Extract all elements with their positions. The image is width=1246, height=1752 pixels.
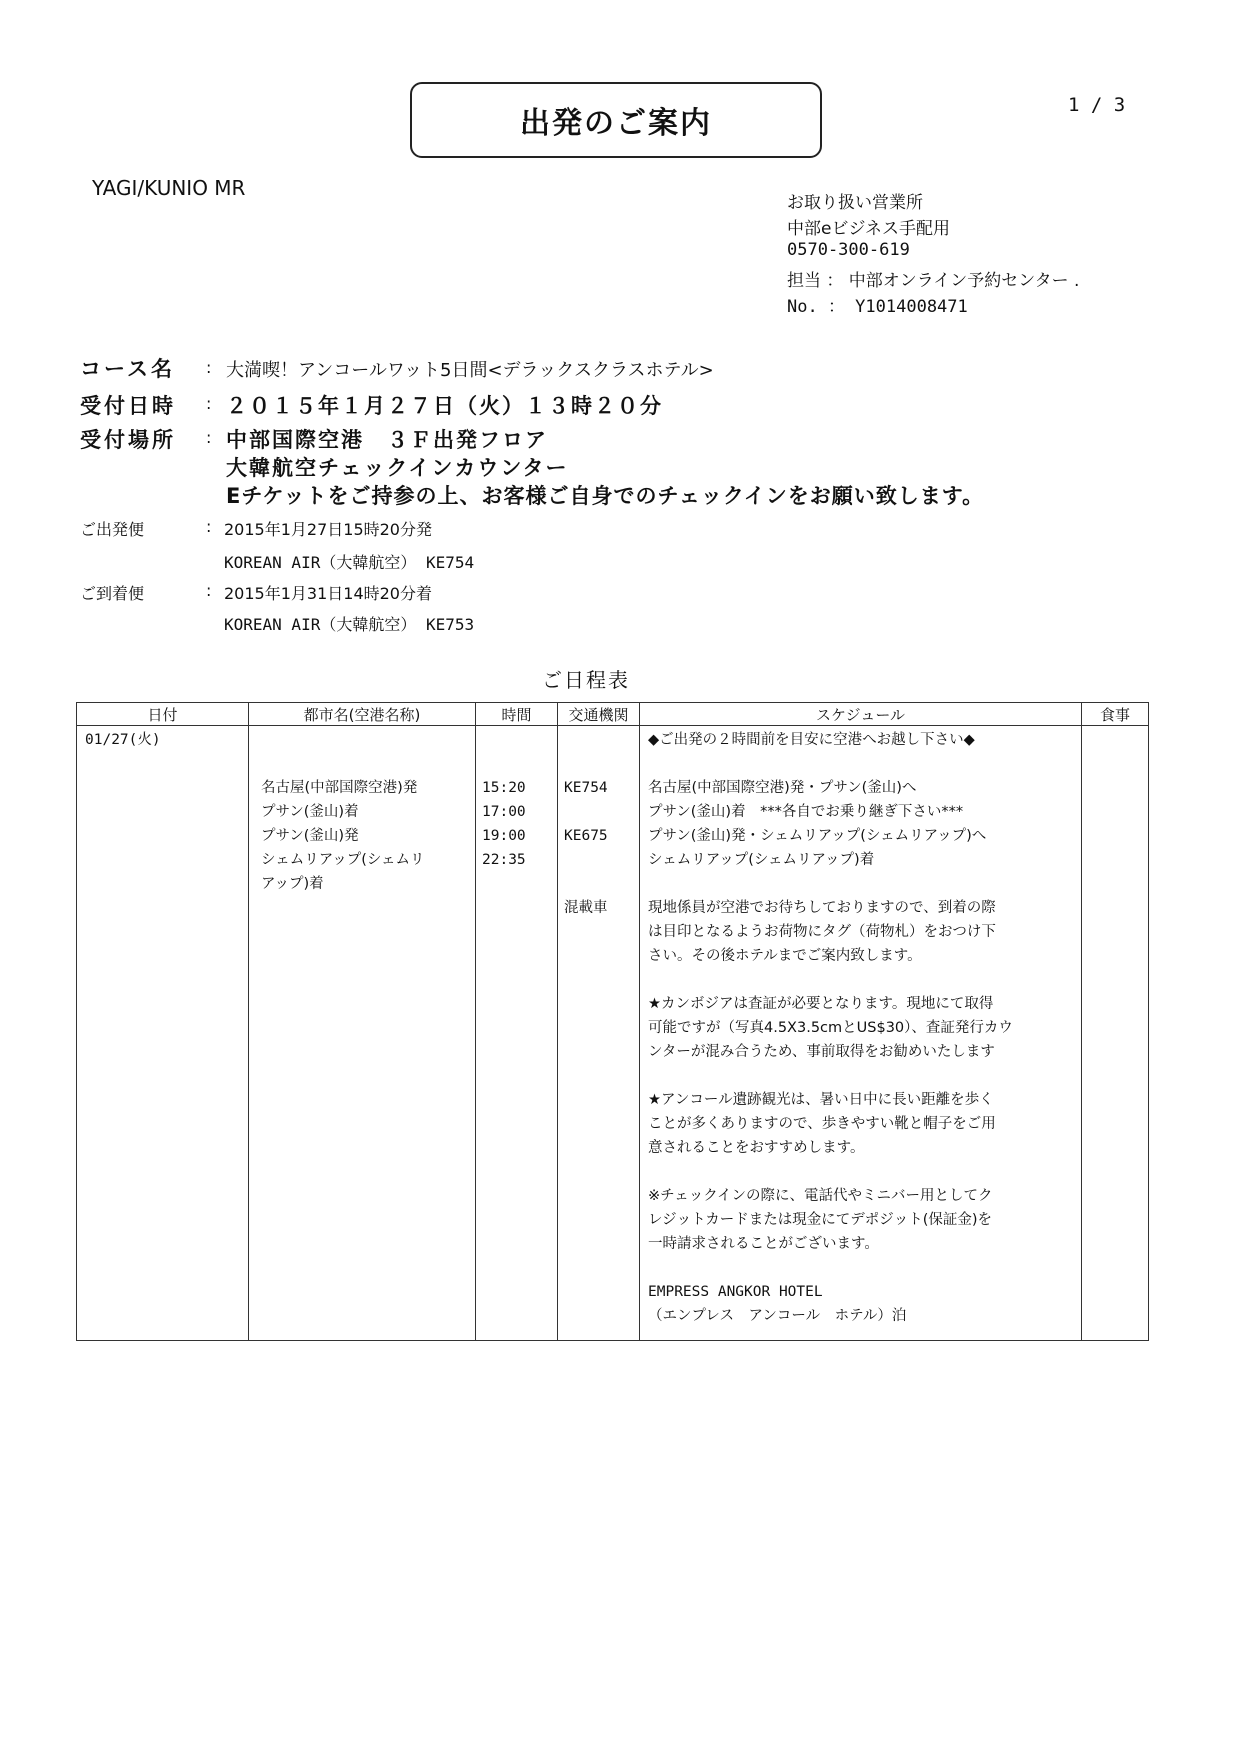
transport-cell [558,726,640,1341]
city-cell [249,726,476,1341]
time-line: 19:00 [482,828,526,844]
city-line [261,752,475,776]
passenger-name: YAGI/KUNIO MR [92,176,246,200]
city-line: シェムリアップ(シェムリ [261,852,425,868]
date-cell [77,726,249,1341]
city-line: プサン(釜山)着 [261,804,359,820]
schedule-line: レジットカードまたは現金にてデポジット(保証金)を [648,1212,993,1228]
departure-date: 2015年1月27日15時20分発 [224,520,432,539]
header-date: 日付 [77,703,249,726]
reception-date-value: ２０１５年１月２７日（火）１３時２０分 [226,394,663,418]
arrival-colon: : [206,581,212,600]
schedule-line: さい。その後ホテルまでご案内致します。 [648,948,922,964]
departure-airline: KOREAN AIR（大韓航空） KE754 [224,553,475,572]
schedule-line: は目印となるようお荷物にタグ（荷物札）をおつけ下 [648,924,996,940]
table-row [77,726,1149,1341]
schedule-line: 名古屋(中部国際空港)発・プサン(釜山)へ [648,780,917,796]
schedule-line: ンターが混み合うため、事前取得をお勧めいたします [648,1044,995,1060]
office-phone: 0570-300-619 [787,240,910,260]
schedule-line: プサン(釜山)着 ***各自でお乗り継ぎ下さい*** [648,804,964,820]
transport-line [564,800,639,824]
schedule-line: （エンプレス アンコール ホテル）泊 [648,1308,907,1324]
schedule-line: ※チェックインの際に、電話代やミニバー用としてク [648,1188,993,1204]
course-label: コース名 [80,357,175,381]
course-value: 大満喫！アンコールワット5日間<デラックスクラスホテル> [226,360,714,381]
office-label: お取り扱い営業所 [787,193,923,213]
reception-date-label: 受付日時 [80,394,176,418]
city-line: 名古屋(中部国際空港)発 [261,780,418,796]
schedule-line: 現地係員が空港でお待ちしておりますので、到着の際 [648,900,996,916]
time-line: 17:00 [482,804,526,820]
reception-date-colon: : [206,394,212,413]
schedule-line: ★カンボジアは査証が必要となります。現地にて取得 [648,996,994,1012]
schedule-line: 一時請求されることがございます。 [648,1236,879,1252]
schedule-line: ★アンコール遺跡観光は、暑い日中に長い距離を歩く [648,1092,994,1108]
course-colon: : [206,358,212,377]
schedule-line [648,872,1081,896]
departure-flight-label: ご出発便 [80,520,145,539]
transport-line [564,752,639,776]
schedule-title: ご日程表 [542,668,630,692]
schedule-line [648,1256,1081,1280]
office-contact: 担当 ： 中部オンライン予約センター . [787,271,1080,291]
departure-colon: : [206,517,212,536]
arrival-airline: KOREAN AIR（大韓航空） KE753 [224,615,475,634]
schedule-line: ことが多くありますので、歩きやすい靴と帽子をご用 [648,1116,996,1132]
office-number: No. ： Y1014008471 [787,297,968,317]
time-line [482,728,557,752]
time-cell [476,726,558,1341]
header-transport: 交通機関 [558,703,640,726]
reception-place-line: 大韓航空チェックインカウンター [226,456,569,480]
schedule-cell [640,726,1082,1341]
reception-place-line: Eチケットをご持参の上、お客様ご自身でのチェックインをお願い致します。 [226,484,985,508]
reception-place-colon: : [206,428,212,447]
schedule-line [648,752,1081,776]
date-value: 01/27(火) [85,732,161,748]
schedule-line [648,968,1081,992]
schedule-line: 可能ですが（写真4.5X3.5cmとUS$30）、査証発行カウ [648,1020,1013,1036]
city-line: プサン(釜山)発 [261,828,359,844]
transport-line [564,848,639,872]
schedule-line: ◆ご出発の２時間前を目安に空港へお越し下さい◆ [648,732,975,748]
schedule-line [648,1064,1081,1088]
schedule-line: プサン(釜山)発・シェムリアップ(シェムリアップ)へ [648,828,987,844]
page-number: 1 / 3 [1068,94,1126,116]
header-time: 時間 [476,703,558,726]
reception-place-line: 中部国際空港 ３Ｆ出発フロア [226,428,548,452]
document-title: 出発のご案内 [410,82,822,158]
schedule-line: EMPRESS ANGKOR HOTEL [648,1284,823,1300]
transport-line: KE675 [564,828,608,844]
time-line: 22:35 [482,852,526,868]
arrival-flight-label: ご到着便 [80,584,145,603]
city-line: アップ)着 [261,876,324,892]
transport-line [564,728,639,752]
header-city: 都市名(空港名称) [249,703,476,726]
time-line [482,752,557,776]
schedule-table [76,702,1149,1341]
meal-cell [1082,726,1149,1341]
transport-line: KE754 [564,780,608,796]
reception-place-label: 受付場所 [80,428,176,452]
time-line: 15:20 [482,780,526,796]
header-meal: 食事 [1082,703,1149,726]
header-schedule: スケジュール [640,703,1082,726]
schedule-line [648,1160,1081,1184]
transport-line [564,872,639,896]
arrival-date: 2015年1月31日14時20分着 [224,584,432,603]
schedule-header-row [77,703,1149,726]
office-name: 中部eビジネス手配用 [787,219,950,239]
schedule-line: シェムリアップ(シェムリアップ)着 [648,852,875,868]
city-line [261,728,475,752]
transport-line: 混載車 [564,900,608,916]
schedule-line: 意されることをおすすめします。 [648,1140,865,1156]
